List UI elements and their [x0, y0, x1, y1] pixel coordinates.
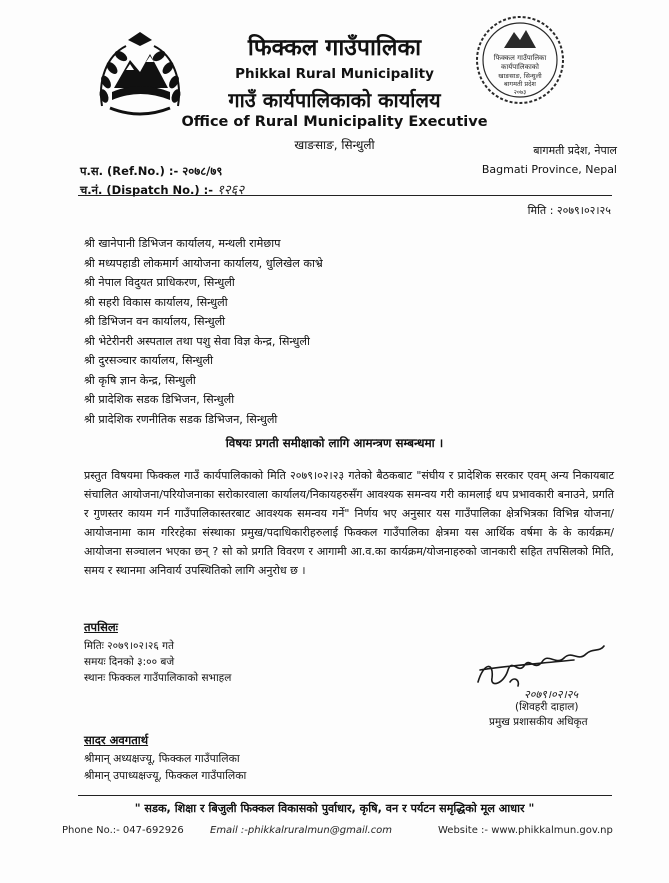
- recipient-item: श्री भेटेरीनरी अस्पताल तथा पशु सेवा विज्ञ केन्द्र, सिन्धुली: [84, 334, 310, 348]
- stamp-line-1: फिक्कल गाउँपालिका: [493, 54, 547, 62]
- meeting-date: मितिः २०७९।०२।२६ गते: [84, 640, 175, 652]
- recipient-item: श्री कृषि ज्ञान केन्द्र, सिन्धुली: [84, 373, 196, 387]
- handwritten-signature-icon: [474, 622, 624, 704]
- municipality-name-en: Phikkal Rural Municipality: [235, 66, 434, 82]
- dispatch-label: च.नं. (Dispatch No.) :-: [80, 183, 214, 197]
- recipient-item: श्री प्रादेशिक रणनीतिक सडक डिभिजन, सिन्धुली: [84, 412, 278, 426]
- details-heading: तपसिलः: [84, 620, 118, 634]
- footer-phone: Phone No.:- 047-692926: [62, 825, 184, 836]
- cc-item: श्रीमान् अध्यक्षज्यू, फिक्कल गाउँपालिका: [84, 752, 240, 765]
- header-divider: [78, 195, 612, 196]
- footer-website: Website :- www.phikkalmun.gov.np: [438, 825, 613, 836]
- recipient-item: श्री खानेपानी डिभिजन कार्यालय, मन्थली रामेछाप: [84, 237, 281, 250]
- recipient-item: श्री प्रादेशिक सडक डिभिजन, सिन्धुली: [84, 393, 235, 406]
- recipient-item: श्री डिभिजन वन कार्यालय, सिन्धुली: [84, 315, 226, 328]
- letter-body: प्रस्तुत विषयमा फिक्कल गाउँ कार्यपालिकाको मिति २०७९।०२।२३ गतेको बैठकबाट "संघीय र प्रादेशिक सरकार एवम् अन्य निकायबाट संचालित आयोजना/परियोजनाका सरोकारवाला कार्यालय/निकायहरुसँग आवश्यक समन्वय गरी कामलाई थप प्रभावकारी बनाउने, प्रगति र गुणस्तर कायम गर्न गाउँपालिकास्तरबाट आवश्यक समन्वय गर्ने" निर्णय भए अनुसार यस गाउँपालिका क्षेत्रभित्रका विभिन्न योजना/आयोजनामा काम गरिरहेका संस्थाका प्रमुख/पदाधिकारीहरुलाई फिक्कल गाउँपालिका क्षेत्रमा यस आर्थिक वर्षमा के के कार्यक्रम/आयोजना सञ्चालन भएका छन् ? सो को प्रगति विवरण र आगामी आ.व.का कार्यक्रम/योजनाहरुको जानकारी सहित तपसिलको मिति, समय र स्थानमा अनिवार्य उपस्थितिको लागि अनुरोध छ ।: [84, 469, 614, 577]
- municipality-name-np: फिक्कल गाउँपालिका: [247, 35, 422, 61]
- signatory-title: प्रमुख प्रशासकीय अधिकृत: [489, 716, 588, 728]
- ref-label: प.स. (Ref.No.) :-: [80, 164, 179, 178]
- footer-email: Email :-phikkalruralmun@gmail.com: [210, 825, 393, 836]
- dispatch-value: १२६२: [217, 183, 245, 198]
- office-name-np: गाउँ कार्यपालिकाको कार्यालय: [228, 88, 441, 112]
- stamp-line-5: २०७३: [513, 89, 527, 96]
- meeting-details: [84, 638, 231, 686]
- cc-item: श्रीमान् उपाध्यक्षज्यू, फिक्कल गाउँपालिका: [84, 769, 247, 782]
- ref-value: २०७८/७९: [182, 164, 223, 178]
- recipient-list: [84, 234, 323, 429]
- municipality-motto: " सडक, शिक्षा र बिजुली फिक्कल विकासको पुर्वाधार, कृषि, वन र पर्यटन समृद्धिको मूल आधार ": [134, 802, 535, 815]
- reference-number: [80, 164, 222, 179]
- recipient-item: श्री मध्यपहाडी लोकमार्ग आयोजना कार्यालय, धुलिखेल काभ्रे: [84, 256, 323, 270]
- cc-list: [84, 750, 246, 784]
- letter-subject: विषयः प्रगती समीक्षाको लागि आमन्त्रण सम्बन्धमा ।: [225, 436, 444, 450]
- recipient-item: श्री नेपाल विदुयत प्राधिकरण, सिन्धुली: [84, 276, 235, 289]
- meeting-venue: स्थानः फिक्कल गाउँपालिकाको सभाहल: [84, 672, 232, 684]
- letter-date: मिति : २०७९।०२।२५: [527, 204, 611, 217]
- footer-divider: [78, 795, 612, 796]
- stamp-line-3: खाङसाङ, सिन्धुली: [498, 72, 542, 80]
- office-name-en: Office of Rural Municipality Executive: [181, 114, 488, 130]
- recipient-item: श्री दुरसञ्चार कार्यालय, सिन्धुली: [84, 354, 214, 367]
- signatory-name: (शिवहरी दाहाल): [515, 701, 579, 713]
- office-location: खाङसाङ, सिन्धुली: [294, 138, 375, 152]
- province-np: बागमती प्रदेश, नेपाल: [533, 144, 617, 157]
- stamp-line-2: कार्यपालिकाको: [501, 63, 539, 71]
- signature-date: २०७९।०२।२५: [524, 688, 579, 701]
- cc-heading: सादर अवगतार्थ: [84, 733, 149, 747]
- province-en: Bagmati Province, Nepal: [481, 163, 617, 176]
- stamp-line-4: बागमती प्रदेश: [504, 80, 536, 88]
- recipient-item: श्री सहरी विकास कार्यालय, सिन्धुली: [84, 295, 228, 309]
- meeting-time: समयः दिनको ३:०० बजे: [84, 656, 175, 668]
